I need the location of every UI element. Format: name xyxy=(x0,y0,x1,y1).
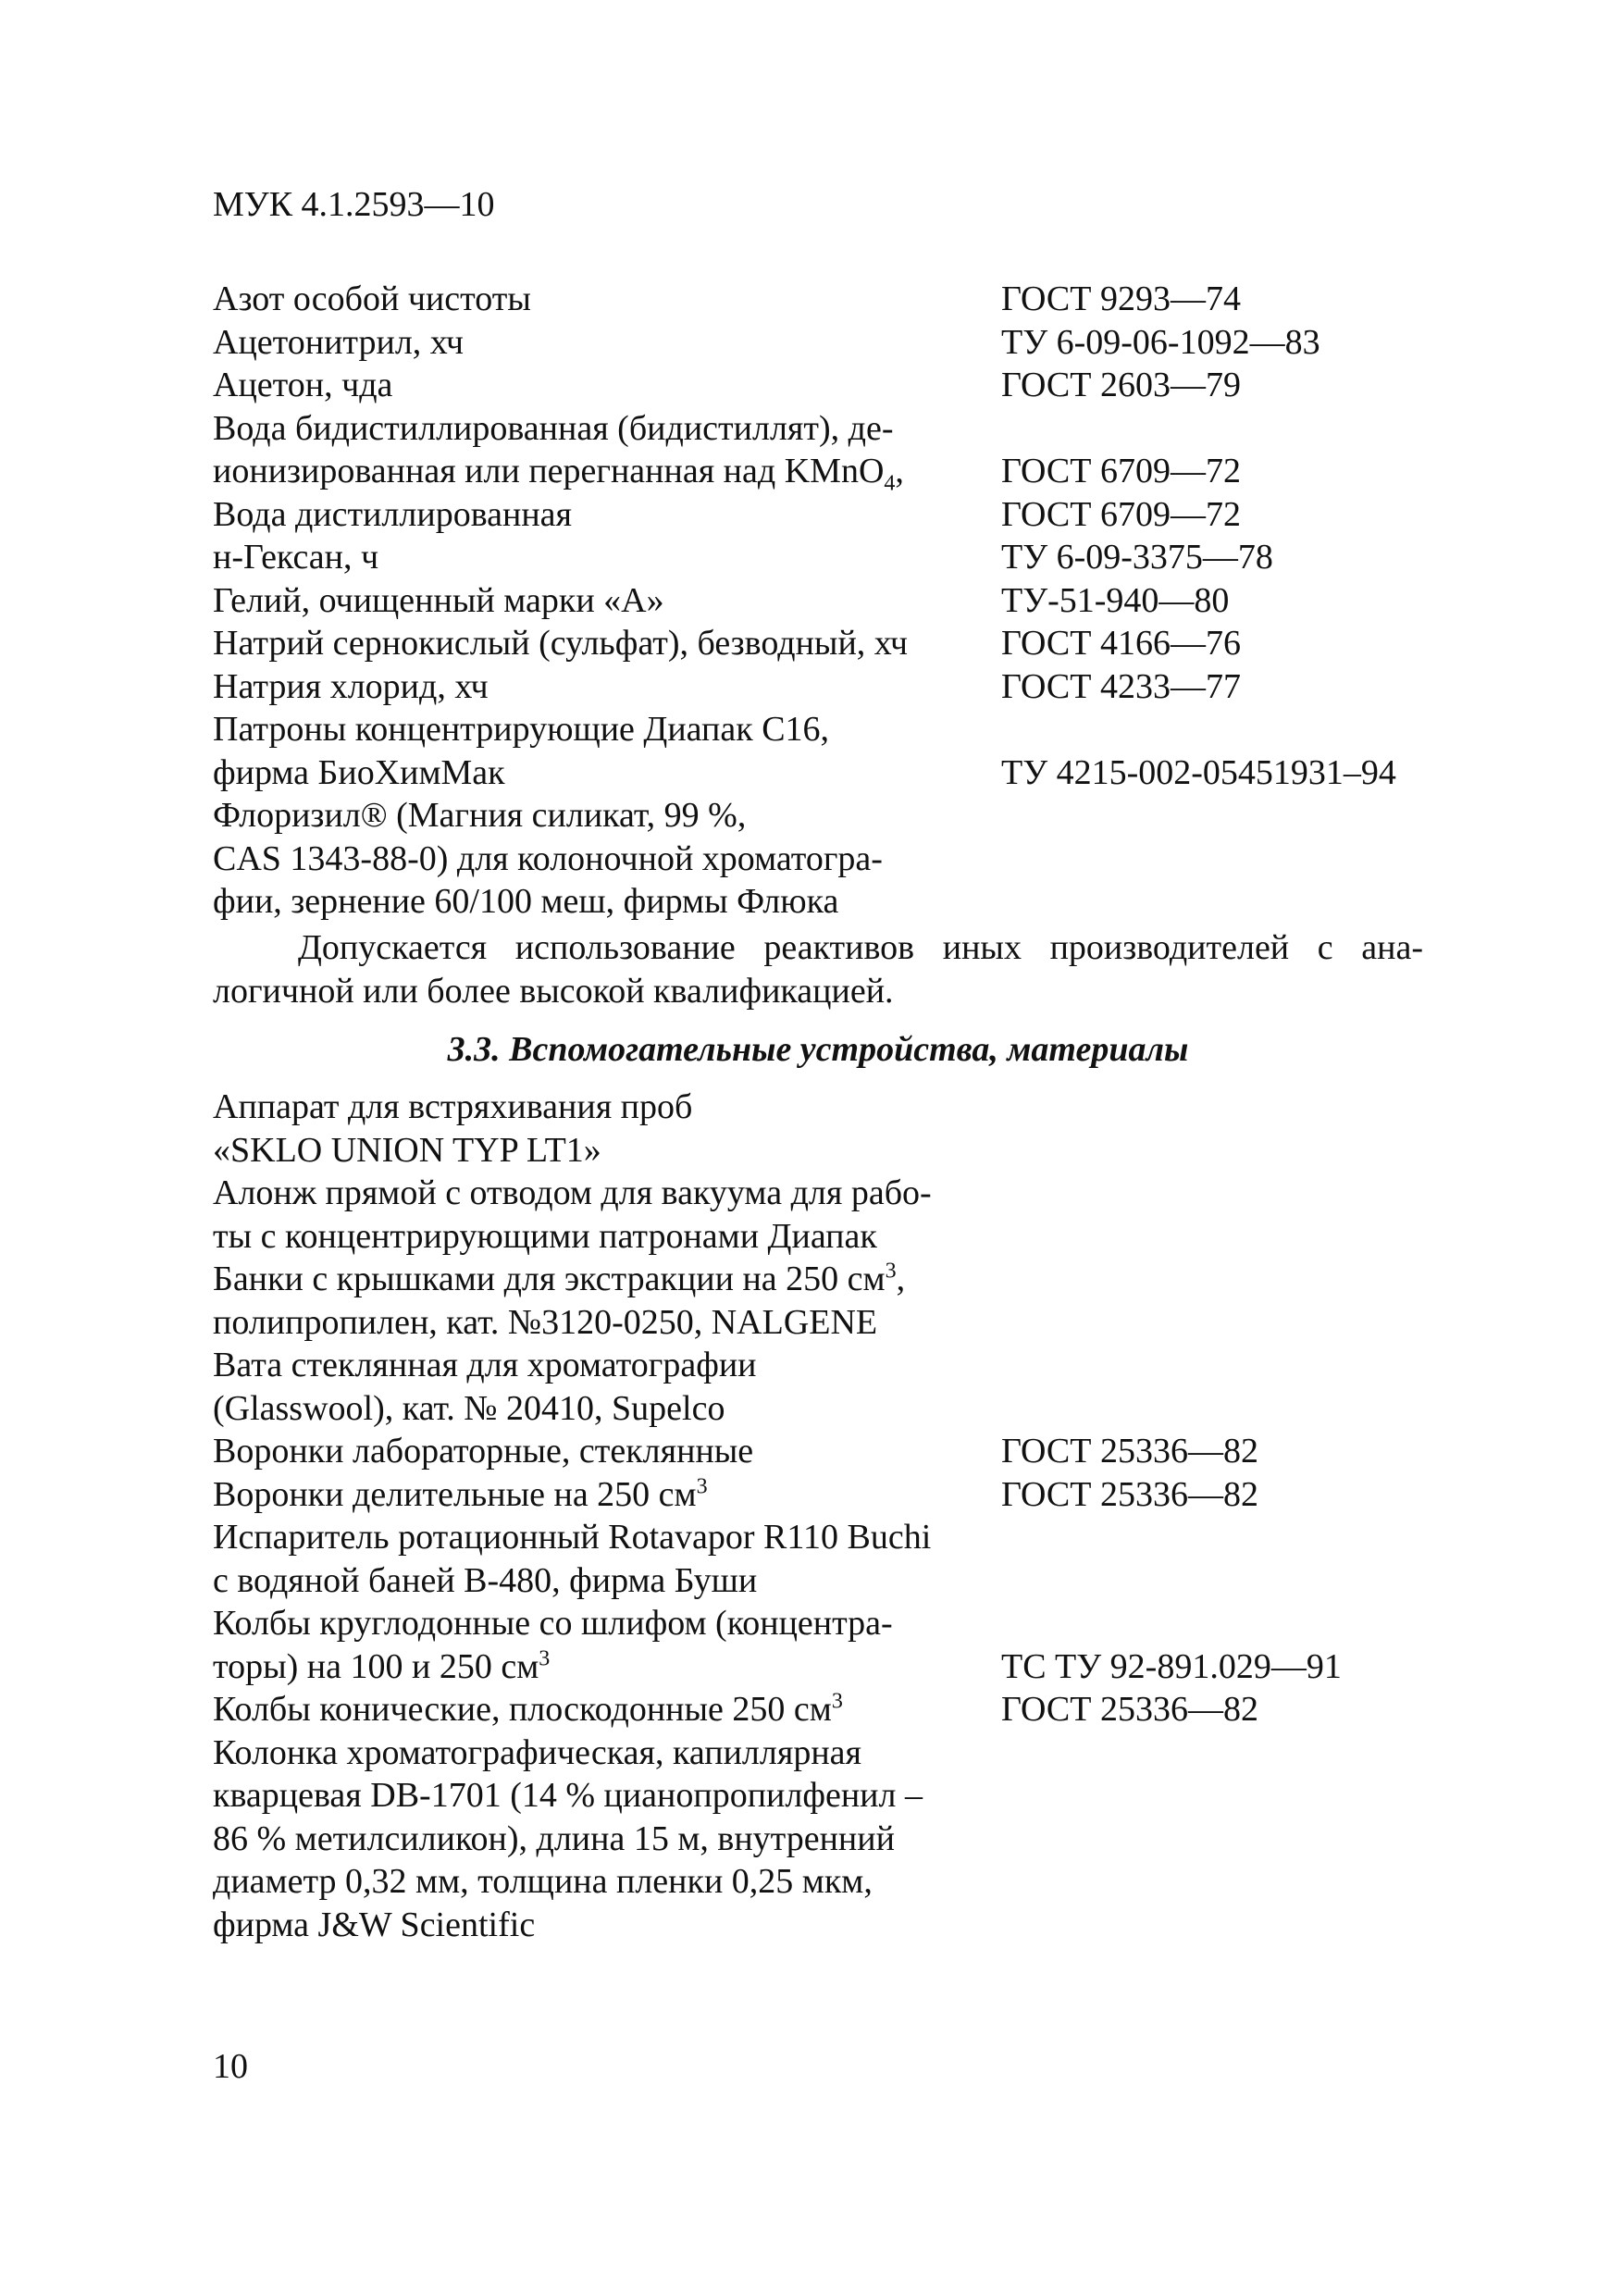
equipment-row xyxy=(213,1860,1434,1904)
reagents-name xyxy=(213,364,392,407)
reagents-row xyxy=(213,880,1434,924)
equipment-row xyxy=(213,1344,1434,1387)
reagents-name-text: Ацетонитрил, хч xyxy=(213,322,465,362)
reagents-name xyxy=(213,450,904,496)
reagents-name-text: Флоризил® (Магния силикат, 99 %, xyxy=(213,796,747,835)
reagents-row xyxy=(213,407,1434,451)
reagents-subscript: 4 xyxy=(884,471,896,496)
equipment-name-text: 86 % метилсиликон), длина 15 м, внутренний xyxy=(213,1818,895,1858)
reagents-standard: ГОСТ 4233—77 xyxy=(1001,666,1241,706)
note-line-1: Допускается использование реактивов иных производителей с ана- xyxy=(298,928,1423,967)
equipment-row xyxy=(213,1602,1434,1645)
reagents-row xyxy=(213,622,1434,665)
reagents-name-text: Вода бидистиллированная (бидистиллят), де- xyxy=(213,408,894,448)
reagents-row xyxy=(213,751,1434,795)
reagents-name-text: Натрия хлорид, хч xyxy=(213,666,489,706)
equipment-name-text: Аппарат для встряхивания проб xyxy=(213,1087,693,1126)
page-number: 10 xyxy=(213,2047,248,2086)
section-title: 3.3. Вспомогательные устройства, материалы xyxy=(447,1030,1189,1069)
reagents-name xyxy=(213,838,883,881)
equipment-row xyxy=(213,1731,1434,1775)
reagents-list xyxy=(213,278,1434,924)
equipment-name-text: Алонж прямой с отводом для вакуума для рабо- xyxy=(213,1173,932,1212)
reagents-name xyxy=(213,536,378,579)
equipment-name-text: кварцевая DB-1701 (14 % цианопропилфенил – xyxy=(213,1776,923,1815)
reagents-name-text: Ацетон, чда xyxy=(213,366,393,404)
equipment-name-text: Банки с крышками для экстракции на 250 см xyxy=(213,1260,886,1298)
reagents-name xyxy=(213,708,829,751)
equipment-name xyxy=(213,1086,692,1129)
equipment-name-text: Колонка хроматографическая, капиллярная xyxy=(213,1732,861,1772)
reagents-name-text: CAS 1343-88-0) для колоночной хроматогра- xyxy=(213,838,883,878)
reagents-row xyxy=(213,493,1434,537)
equipment-superscript: 3 xyxy=(831,1689,843,1714)
note-paragraph xyxy=(213,926,1423,1012)
reagents-name xyxy=(213,622,908,665)
equipment-name xyxy=(213,1516,931,1559)
equipment-row xyxy=(213,1086,1434,1129)
equipment-standard: ГОСТ 25336—82 xyxy=(1001,1432,1258,1471)
reagents-row xyxy=(213,838,1434,881)
equipment-name xyxy=(213,1215,877,1259)
reagents-row xyxy=(213,321,1434,365)
reagents-row xyxy=(213,450,1434,496)
reagents-standard: ГОСТ 2603—79 xyxy=(1001,366,1241,404)
reagents-name xyxy=(213,407,894,451)
equipment-name-text: Колбы круглодонные со шлифом (концентра- xyxy=(213,1604,893,1643)
reagents-name-text: фирма БиоХимМак xyxy=(213,752,505,792)
reagents-name xyxy=(213,880,838,924)
equipment-name-text: торы) на 100 и 250 см xyxy=(213,1646,539,1686)
equipment-name-text: с водяной баней В-480, фирма Буши xyxy=(213,1560,758,1600)
reagents-name xyxy=(213,493,572,537)
equipment-row xyxy=(213,1645,1434,1689)
reagents-name xyxy=(213,794,746,838)
note-line-2: логичной или более высокой квалификацией. xyxy=(213,971,894,1011)
equipment-name xyxy=(213,1129,601,1173)
reagents-name xyxy=(213,665,489,709)
reagents-standard: ГОСТ 4166—76 xyxy=(1001,624,1241,663)
reagents-standard: ГОСТ 6709—72 xyxy=(1001,494,1241,534)
equipment-name xyxy=(213,1818,895,1861)
reagents-standard: ТУ 4215-002-05451931–94 xyxy=(1001,752,1396,792)
reagents-name xyxy=(213,321,464,365)
equipment-name xyxy=(213,1344,757,1387)
equipment-name xyxy=(213,1430,753,1473)
reagents-name-text: Натрий сернокислый (сульфат), безводный, хч xyxy=(213,624,909,663)
equipment-row xyxy=(213,1516,1434,1559)
reagents-row xyxy=(213,708,1434,751)
equipment-name-text: «SKLO UNION TYP LT1» xyxy=(213,1130,601,1170)
equipment-name xyxy=(213,1258,905,1301)
equipment-name xyxy=(213,1731,861,1775)
equipment-row xyxy=(213,1387,1434,1431)
reagents-name xyxy=(213,278,531,321)
reagents-name-text: н-Гексан, ч xyxy=(213,538,379,577)
equipment-row xyxy=(213,1904,1434,1947)
equipment-name-text: Испаритель ротационный Rotavapor R110 Buchi xyxy=(213,1518,932,1557)
equipment-name-text: диаметр 0,32 мм, толщина пленки 0,25 мкм, xyxy=(213,1862,873,1901)
reagents-name-text: Вода дистиллированная xyxy=(213,494,573,534)
equipment-row xyxy=(213,1688,1434,1731)
equipment-row xyxy=(213,1129,1434,1173)
equipment-row xyxy=(213,1172,1434,1215)
reagents-name xyxy=(213,579,664,623)
equipment-row xyxy=(213,1559,1434,1603)
equipment-name xyxy=(213,1688,843,1731)
equipment-row xyxy=(213,1473,1434,1517)
reagents-row xyxy=(213,364,1434,407)
equipment-name-tail: , xyxy=(896,1260,906,1298)
equipment-superscript: 3 xyxy=(885,1259,897,1284)
reagents-row xyxy=(213,579,1434,623)
equipment-superscript: 3 xyxy=(539,1645,551,1670)
reagents-name-text: ионизированная или перегнанная над KMnO xyxy=(213,452,885,490)
equipment-row xyxy=(213,1774,1434,1818)
equipment-name xyxy=(213,1301,877,1345)
equipment-name-text: Колбы конические, плоскодонные 250 см xyxy=(213,1690,832,1729)
reagents-row xyxy=(213,536,1434,579)
reagents-row xyxy=(213,278,1434,321)
reagents-standard: ТУ 6-09-06-1092—83 xyxy=(1001,322,1320,362)
reagents-standard: ГОСТ 9293—74 xyxy=(1001,279,1241,318)
reagents-name-tail: , xyxy=(895,452,904,490)
equipment-name xyxy=(213,1387,725,1431)
equipment-row xyxy=(213,1258,1434,1301)
equipment-row xyxy=(213,1215,1434,1259)
reagents-standard: ТУ-51-940—80 xyxy=(1001,580,1230,620)
reagents-name-text: Патроны концентрирующие Диапак С16, xyxy=(213,710,830,749)
reagents-name-text: Гелий, очищенный марки «А» xyxy=(213,580,664,620)
reagents-standard: ТУ 6-09-3375—78 xyxy=(1001,538,1273,577)
equipment-name-text: Воронки лабораторные, стеклянные xyxy=(213,1432,754,1471)
equipment-name xyxy=(213,1774,923,1818)
equipment-name xyxy=(213,1473,708,1517)
equipment-name xyxy=(213,1172,932,1215)
reagents-name-text: Азот особой чистоты xyxy=(213,279,531,318)
equipment-name-text: фирма J&W Scientific xyxy=(213,1905,536,1944)
reagents-row xyxy=(213,794,1434,838)
equipment-name xyxy=(213,1860,873,1904)
equipment-name xyxy=(213,1904,535,1947)
document-code: МУК 4.1.2593—10 xyxy=(213,185,495,224)
equipment-name-text: полипропилен, кат. №3120-0250, NALGENE xyxy=(213,1302,878,1342)
equipment-list xyxy=(213,1086,1434,1946)
equipment-name xyxy=(213,1645,550,1689)
equipment-row xyxy=(213,1301,1434,1345)
equipment-standard: ГОСТ 25336—82 xyxy=(1001,1474,1258,1514)
equipment-name xyxy=(213,1602,893,1645)
equipment-row xyxy=(213,1430,1434,1473)
equipment-standard: ГОСТ 25336—82 xyxy=(1001,1690,1258,1729)
reagents-name xyxy=(213,751,505,795)
equipment-name-text: Воронки делительные на 250 см xyxy=(213,1474,697,1514)
equipment-name-text: ты с концентрирующими патронами Диапак xyxy=(213,1216,877,1256)
reagents-name-text: фии, зернение 60/100 меш, фирмы Флюка xyxy=(213,882,839,921)
equipment-name-text: (Glasswool), кат. № 20410, Supelco xyxy=(213,1388,725,1428)
equipment-standard: ТС ТУ 92-891.029—91 xyxy=(1001,1646,1342,1686)
reagents-standard: ГОСТ 6709—72 xyxy=(1001,452,1241,490)
equipment-name-text: Вата стеклянная для хроматографии xyxy=(213,1346,757,1384)
equipment-name xyxy=(213,1559,757,1603)
equipment-superscript: 3 xyxy=(696,1473,708,1498)
equipment-row xyxy=(213,1818,1434,1861)
reagents-row xyxy=(213,665,1434,709)
